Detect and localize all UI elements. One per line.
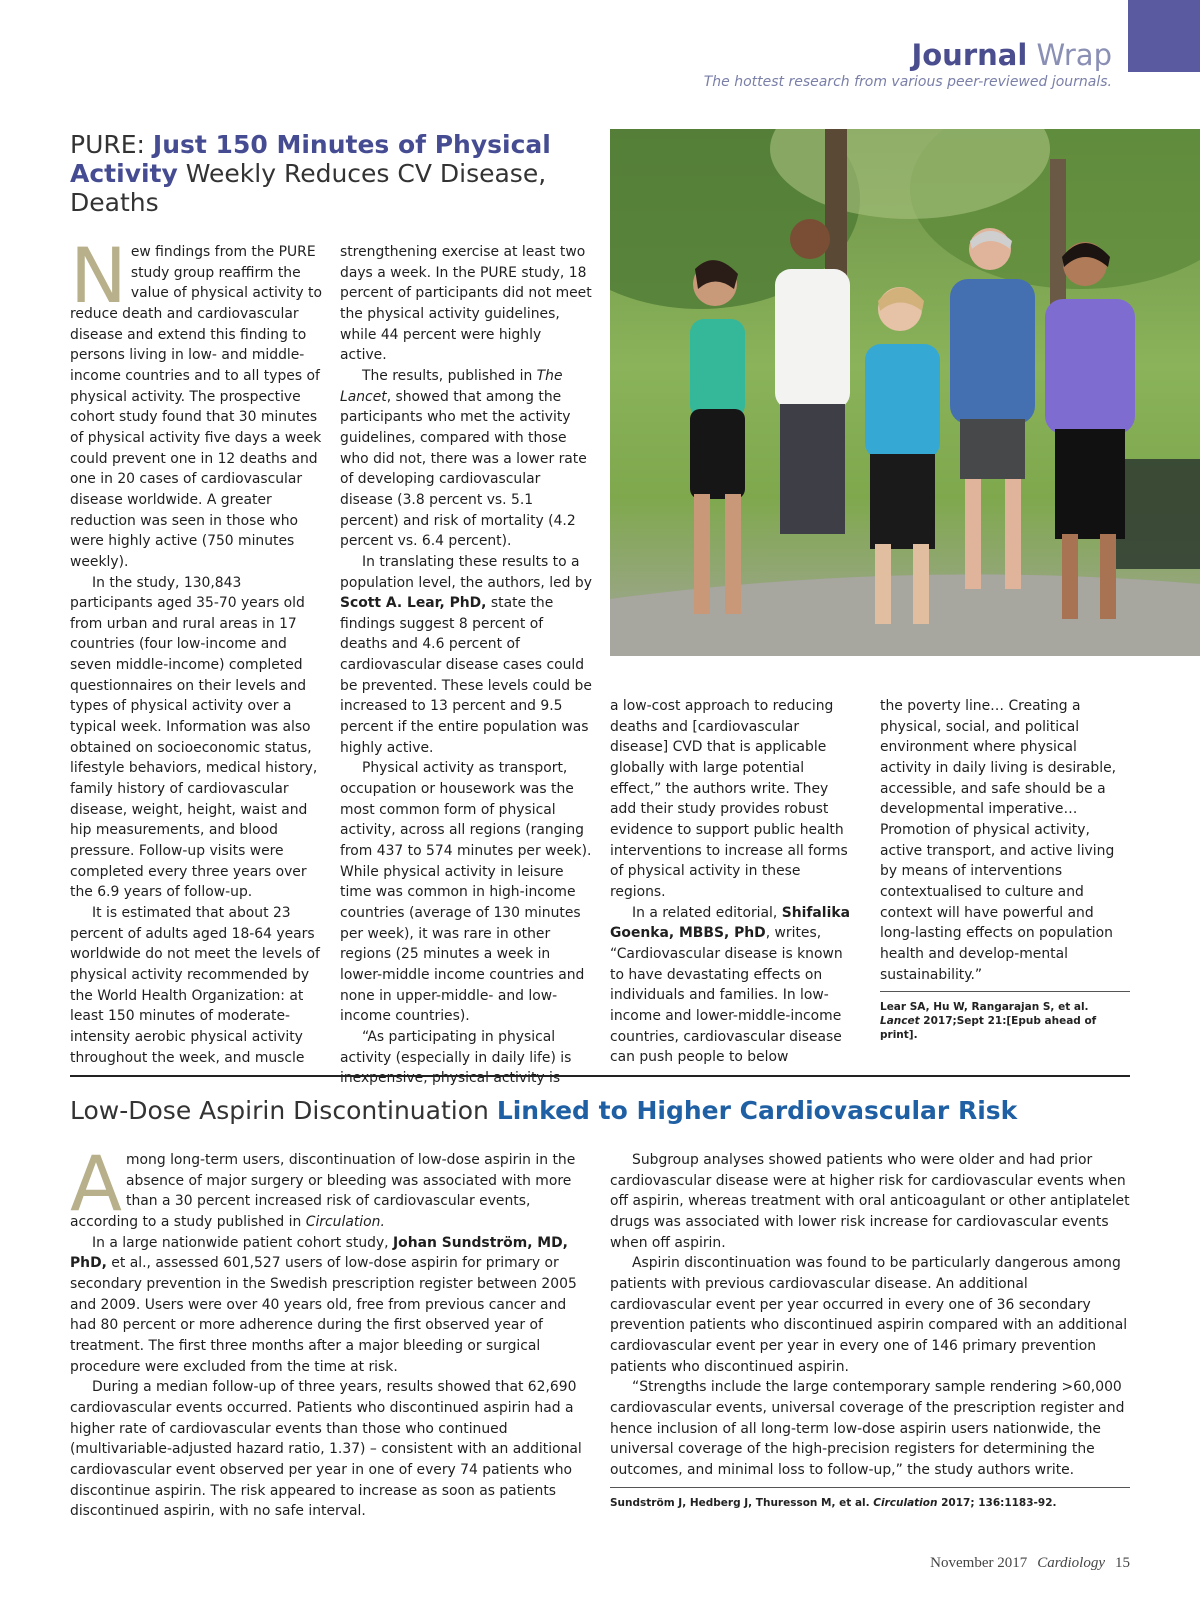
article1-reference: Lear SA, Hu W, Rangarajan S, et al. Lancet 2017;Sept 21:[Epub ahead of print]. (880, 1001, 1097, 1042)
article2-paragraph-5: Aspirin discontinuation was found to be particularly dangerous among patients with previous cardiovascular disease. An additional cardiovascular event per year occurred in every one of 36 secondary prevention patients who discontinued aspirin compared with an additional cardiovascular event per year in every one of 146 primary prevention patients who discontinued aspirin. (610, 1255, 1128, 1375)
article1-paragraph-7-cont: a low-cost approach to reducing deaths and [cardiovascular disease] CVD that is applicable globally with large potential effect,” the authors write. They add their study provides robust evidence to support public health interventions to increase all forms of physical activity in these regions. (610, 698, 848, 900)
article2-paragraph-2: In a large nationwide patient cohort study, Johan Sundström, MD, PhD, et al., assessed 601,527 users of low-dose aspirin for primary or secondary prevention in the Swedish prescription register between 2005 and 2009. Users were over 40 years old, free from previous cancer and had 80 percent or more adherence during the first observed year of treatment. The first three months after a major bleeding or surgical procedure were excluded from the time at risk. (70, 1234, 577, 1375)
footer-date: November 2017 (930, 1555, 1028, 1571)
walking-group-photo (610, 129, 1200, 656)
article2-reference: Sundström J, Hedberg J, Thuresson M, et al. Circulation 2017; 136:1183-92. (610, 1496, 1057, 1509)
article-divider (70, 1075, 1130, 1077)
article1-column-1 (70, 231, 322, 1068)
article1-paragraph-3-cont: strengthening exercise at least two days a week. In the PURE study, 18 percent of participants did not meet the physical activity guidelines, while 44 percent were highly active. (340, 244, 592, 364)
article1-paragraph-8: In a related editorial, Shifalika Goenka, MBBS, PhD, writes, “Cardiovascular disease is known to have devastating effects on individuals and families. In low-income and lower-middle-income countries, cardiovascular disease can push people to below (610, 904, 850, 1066)
article1-column-2 (340, 242, 592, 1089)
article1-paragraph-5: In translating these results to a population level, the authors, led by Scott A. Lear, PhD, state the findings suggest 8 percent of deaths and 4.6 percent of cardiovascular disease cases could be prevented. These levels could be increased to 13 percent and 9.5 percent if the entire population was highly active. (340, 553, 592, 756)
article1-paragraph-6: Physical activity as transport, occupation or housework was the most common form of physical activity, across all regions (ranging from 437 to 574 minutes per week). While physical activity in leisure time was common in high-income countries (average of 130 minutes per week), it was rare in other regions (25 minutes a week in lower-middle income countries and none in upper-middle- and low-income countries). (340, 760, 592, 1025)
article2-paragraph-3: During a median follow-up of three years, results showed that 62,690 cardiovascular events occurred. Patients who discontinued aspirin had a higher rate of cardiovascular events than those who continued (multivariable-adjusted hazard ratio, 1.37) – consistent with an additional cardiovascular event observed per year in one of every 74 patients who discontinue aspirin. The risk appeared to increase as soon as patients discontinued aspirin, with no safe interval. (70, 1379, 582, 1520)
page-number: 15 (1115, 1555, 1130, 1571)
article1-paragraph-4: The results, published in The Lancet, showed that among the participants who met the activity guidelines, compared with those who did not, there was a lower rate of developing cardiovascular disease (3.8 percent vs. 5.1 percent) and risk of mortality (4.2 percent vs. 6.4 percent). (340, 367, 587, 550)
article2-paragraph-4: Subgroup analyses showed patients who were older and had prior cardiovascular disease were at higher risk for cardiovascular events when off aspirin, whereas treatment with oral anticoagulant or other antiplatelet drugs was associated with lower risk increase for cardiovascular events when off aspirin. (610, 1152, 1130, 1251)
footer-magazine: Cardiology (1037, 1555, 1105, 1571)
article1-dropcap: N (70, 231, 127, 320)
article1-paragraph-8-cont: the poverty line… Creating a physical, social, and political environment where physical activity in daily living is desirable, accessible, and safe should be a developmental imperative… Promotion of physical activity, active transport, and active living by means of interventions contextualised to culture and context will have powerful and long-lasting effects on population health and develop-mental sustainability.” (880, 698, 1117, 983)
page-footer (920, 1555, 1130, 1572)
reference-rule (880, 991, 1130, 992)
article1-paragraph-2: In the study, 130,843 participants aged 35-70 years old from urban and rural areas in 17 countries (four low-income and seven middle-income) completed questionnaires on their levels and types of physical activity over a typical week. Information was also obtained on socioeconomic status, lifestyle behaviors, medical history, family history of cardiovascular disease, weight, height, waist and hip measurements, and blood pressure. Follow-up visits were completed every three years over the 6.9 years of follow-up. (70, 574, 318, 901)
article1-paragraph-7: “As participating in physical activity (especially in daily life) is inexpensive, physical activity is (340, 1028, 572, 1087)
section-title: Journal Wrap (911, 38, 1112, 72)
article1-headline: PURE: Just 150 Minutes of Physical Activity Weekly Reduces CV Disease, Deaths (70, 130, 551, 217)
corner-color-block (1128, 0, 1200, 72)
article2-column-1 (70, 1139, 590, 1522)
article2-headline: Low-Dose Aspirin Discontinuation Linked to Higher Cardiovascular Risk (70, 1096, 1018, 1125)
article1-paragraph-1: New findings from the PURE study group reaffirm the value of physical activity to reduce death and cardiovascular disease and extend this finding to persons living in low- and middle-income countries and to all types of physical activity. The prospective cohort study found that 30 minutes of physical activity five days a week could prevent one in 12 deaths and one in 20 cases of cardiovascular disease worldwide. A greater reduction was seen in those who were highly active (750 minutes weekly). (70, 231, 322, 570)
reference-rule (610, 1487, 1130, 1488)
section-tagline: The hottest research from various peer-reviewed journals. (703, 74, 1112, 90)
article2-dropcap: A (70, 1139, 122, 1228)
article1-column-3 (610, 696, 858, 1068)
article2-paragraph-1: Among long-term users, discontinuation of low-dose aspirin in the absence of major surgery or bleeding was associated with more than a 30 percent increased risk of cardiovascular events, according to a study published in Circulation. (70, 1139, 576, 1230)
article1-paragraph-3: It is estimated that about 23 percent of adults aged 18-64 years worldwide do not meet the levels of physical activity recommended by the World Health Organization: at least 150 minutes of moderate-intensity aerobic physical activity throughout the week, and muscle (70, 905, 320, 1066)
article2-paragraph-6: “Strengths include the large contemporary sample rendering >60,000 cardiovascular events, universal coverage of the prescription register and hence inclusion of all long-term low-dose aspirin users nationwide, the universal coverage of the high-precision registers for determining the outcomes, and minimal loss to follow-up,” the study authors write. (610, 1379, 1125, 1478)
article1-column-4 (880, 696, 1130, 1042)
article2-column-2 (610, 1150, 1130, 1510)
section-header (704, 38, 1112, 90)
